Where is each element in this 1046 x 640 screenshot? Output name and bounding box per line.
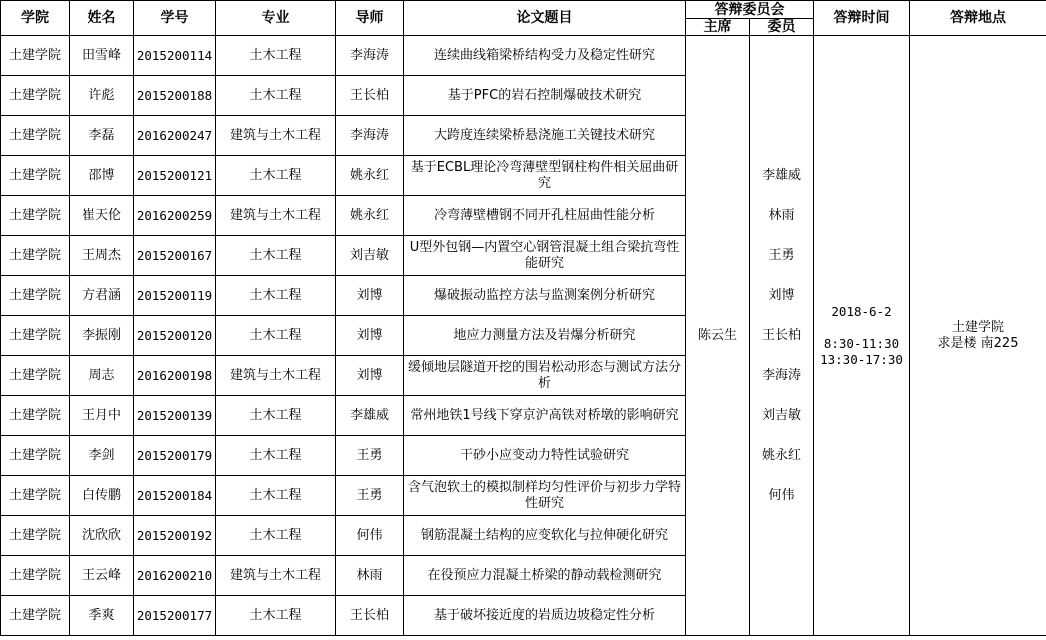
cell-thesis-title: 基于破坏接近度的岩质边坡稳定性分析	[404, 596, 686, 636]
cell-student-id: 2015200119	[134, 276, 216, 316]
cell-major: 土木工程	[216, 476, 336, 516]
cell-advisor: 刘吉敏	[336, 236, 404, 276]
cell-advisor: 何伟	[336, 516, 404, 556]
cell-college: 土建学院	[1, 156, 70, 196]
cell-college: 土建学院	[1, 596, 70, 636]
committee-chair: 陈云生	[686, 36, 750, 636]
cell-major: 土木工程	[216, 436, 336, 476]
header-thesis-title: 论文题目	[404, 1, 686, 36]
cell-student-id: 2016200198	[134, 356, 216, 396]
cell-thesis-title: 在役预应力混凝土桥梁的静动载检测研究	[404, 556, 686, 596]
cell-student-name: 沈欣欣	[70, 516, 134, 556]
cell-student-id: 2015200177	[134, 596, 216, 636]
defense-slot-morning: 8:30-11:30	[823, 335, 900, 351]
location-building-college: 土建学院	[951, 319, 1004, 335]
cell-student-name: 方君涵	[70, 276, 134, 316]
header-student-id: 学号	[134, 1, 216, 36]
cell-thesis-title: 钢筋混凝土结构的应变软化与拉伸硬化研究	[404, 516, 686, 556]
cell-student-name: 李剑	[70, 436, 134, 476]
cell-student-id: 2016200259	[134, 196, 216, 236]
cell-advisor: 林雨	[336, 556, 404, 596]
table-header	[1, 1, 1046, 36]
table-body	[1, 36, 1046, 636]
cell-major: 建筑与土木工程	[216, 196, 336, 236]
defense-location	[910, 36, 1046, 636]
cell-student-name: 崔天伦	[70, 196, 134, 236]
cell-student-name: 季爽	[70, 596, 134, 636]
cell-major: 土木工程	[216, 156, 336, 196]
committee-member: 李雄威	[761, 167, 801, 183]
cell-student-id: 2015200184	[134, 476, 216, 516]
committee-member: 刘吉敏	[761, 407, 801, 423]
spacer	[816, 320, 907, 336]
cell-student-name: 许彪	[70, 76, 134, 116]
cell-college: 土建学院	[1, 396, 70, 436]
cell-major: 土木工程	[216, 516, 336, 556]
location-room: 求是楼 南225	[937, 335, 1019, 351]
header-defense-location: 答辩地点	[910, 1, 1046, 36]
cell-student-id: 2015200188	[134, 76, 216, 116]
cell-thesis-title: 基于ECBL理论冷弯薄壁型钢柱构件相关屈曲研究	[404, 156, 686, 196]
cell-student-id: 2015200192	[134, 516, 216, 556]
cell-college: 土建学院	[1, 556, 70, 596]
cell-major: 土木工程	[216, 236, 336, 276]
cell-advisor: 王勇	[336, 436, 404, 476]
cell-student-name: 邵博	[70, 156, 134, 196]
cell-major: 土木工程	[216, 276, 336, 316]
cell-college: 土建学院	[1, 196, 70, 236]
committee-member: 王勇	[768, 247, 795, 263]
cell-advisor: 刘博	[336, 356, 404, 396]
cell-thesis-title: 地应力测量方法及岩爆分析研究	[404, 316, 686, 356]
committee-member: 刘博	[768, 287, 795, 303]
cell-student-name: 王月中	[70, 396, 134, 436]
cell-advisor: 王长柏	[336, 76, 404, 116]
header-name: 姓名	[70, 1, 134, 36]
committee-member: 何伟	[768, 487, 795, 503]
header-advisor: 导师	[336, 1, 404, 36]
header-members: 委员	[750, 19, 814, 36]
cell-thesis-title: 大跨度连续梁桥悬浇施工关键技术研究	[404, 116, 686, 156]
cell-major: 建筑与土木工程	[216, 116, 336, 156]
cell-student-id: 2015200139	[134, 396, 216, 436]
cell-college: 土建学院	[1, 516, 70, 556]
committee-members	[750, 36, 814, 636]
cell-thesis-title: 基于PFC的岩石控制爆破技术研究	[404, 76, 686, 116]
committee-member: 林雨	[768, 207, 795, 223]
cell-thesis-title: 干砂小应变动力特性试验研究	[404, 436, 686, 476]
header-college: 学院	[1, 1, 70, 36]
cell-student-id: 2015200179	[134, 436, 216, 476]
cell-college: 土建学院	[1, 36, 70, 76]
cell-student-name: 李磊	[70, 116, 134, 156]
header-committee: 答辩委员会	[686, 1, 814, 19]
cell-college: 土建学院	[1, 356, 70, 396]
cell-student-id: 2015200167	[134, 236, 216, 276]
defense-time	[814, 36, 910, 636]
cell-student-name: 李振刚	[70, 316, 134, 356]
cell-advisor: 刘博	[336, 316, 404, 356]
committee-member: 李海涛	[761, 367, 801, 383]
cell-major: 土木工程	[216, 36, 336, 76]
cell-major: 土木工程	[216, 596, 336, 636]
cell-thesis-title: U型外包钢—内置空心钢管混凝土组合梁抗弯性能研究	[404, 236, 686, 276]
cell-student-name: 王云峰	[70, 556, 134, 596]
cell-major: 土木工程	[216, 396, 336, 436]
cell-college: 土建学院	[1, 316, 70, 356]
cell-major: 土木工程	[216, 316, 336, 356]
header-chair: 主席	[686, 19, 750, 36]
cell-college: 土建学院	[1, 76, 70, 116]
cell-thesis-title: 含气泡软土的模拟制样均匀性评价与初步力学特性研究	[404, 476, 686, 516]
cell-advisor: 姚永红	[336, 196, 404, 236]
cell-college: 土建学院	[1, 276, 70, 316]
header-defense-time: 答辩时间	[814, 1, 910, 36]
cell-advisor: 李海涛	[336, 116, 404, 156]
cell-advisor: 王长柏	[336, 596, 404, 636]
cell-thesis-title: 连续曲线箱梁桥结构受力及稳定性研究	[404, 36, 686, 76]
cell-student-id: 2016200210	[134, 556, 216, 596]
committee-member: 王长柏	[761, 327, 801, 343]
cell-student-id: 2015200121	[134, 156, 216, 196]
cell-student-name: 白传鹏	[70, 476, 134, 516]
cell-student-name: 周志	[70, 356, 134, 396]
cell-student-name: 王周杰	[70, 236, 134, 276]
cell-student-id: 2015200120	[134, 316, 216, 356]
defense-date: 2018-6-2	[831, 303, 892, 319]
cell-major: 建筑与土木工程	[216, 356, 336, 396]
cell-advisor: 姚永红	[336, 156, 404, 196]
cell-major: 建筑与土木工程	[216, 556, 336, 596]
committee-member: 姚永红	[761, 447, 801, 463]
cell-major: 土木工程	[216, 76, 336, 116]
cell-college: 土建学院	[1, 116, 70, 156]
table-row	[1, 36, 1046, 76]
cell-college: 土建学院	[1, 236, 70, 276]
cell-advisor: 刘博	[336, 276, 404, 316]
cell-thesis-title: 缓倾地层隧道开挖的围岩松动形态与测试方法分析	[404, 356, 686, 396]
cell-student-id: 2015200114	[134, 36, 216, 76]
header-major: 专业	[216, 1, 336, 36]
cell-college: 土建学院	[1, 476, 70, 516]
cell-advisor: 王勇	[336, 476, 404, 516]
cell-student-name: 田雪峰	[70, 36, 134, 76]
cell-thesis-title: 爆破振动监控方法与监测案例分析研究	[404, 276, 686, 316]
cell-thesis-title: 冷弯薄壁槽钢不同开孔柱屈曲性能分析	[404, 196, 686, 236]
cell-advisor: 李海涛	[336, 36, 404, 76]
cell-thesis-title: 常州地铁1号线下穿京沪高铁对桥墩的影响研究	[404, 396, 686, 436]
cell-student-id: 2016200247	[134, 116, 216, 156]
defense-slot-afternoon: 13:30-17:30	[820, 351, 903, 367]
cell-advisor: 李雄威	[336, 396, 404, 436]
cell-college: 土建学院	[1, 436, 70, 476]
